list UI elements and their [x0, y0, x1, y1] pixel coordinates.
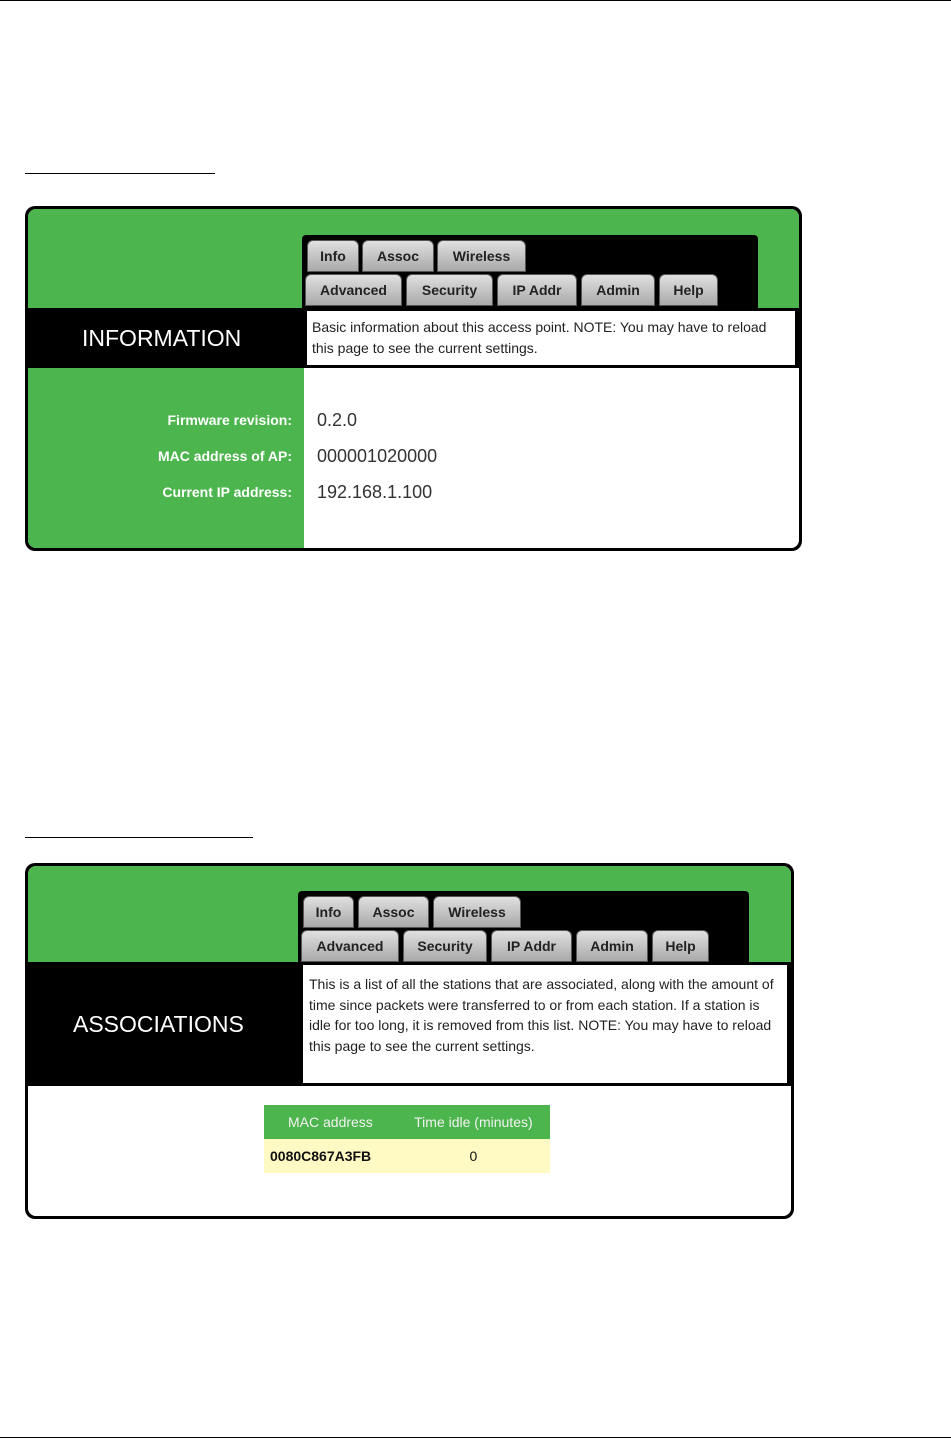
table-row [264, 1139, 550, 1173]
tab-advanced[interactable]: Advanced [301, 930, 399, 962]
firmware-revision-value: 0.2.0 [317, 410, 358, 430]
tab-admin[interactable]: Admin [581, 274, 655, 306]
tab-info[interactable]: Info [303, 896, 354, 928]
page-title: INFORMATION [82, 325, 242, 351]
top-rule [0, 0, 951, 1]
tab-assoc[interactable]: Assoc [358, 896, 429, 928]
tab-security[interactable]: Security [403, 930, 487, 962]
page-description: This is a list of all the stations that are associated, along with the amount of time since packets were transferred to or from each station. If a station is idle for too long, it is removed from this list. NOTE: You may have to reload this page to see the current settings. [309, 976, 774, 1054]
ip-address-value: 192.168.1.100 [317, 482, 433, 502]
information-panel [25, 206, 802, 551]
tab-advanced[interactable]: Advanced [305, 274, 402, 306]
mac-address-label: MAC address of AP: [157, 448, 292, 464]
tab-assoc[interactable]: Assoc [362, 240, 434, 272]
station-idle-cell: 0 [397, 1139, 550, 1173]
tab-ip-addr[interactable]: IP Addr [497, 274, 577, 306]
tab-help[interactable]: Help [652, 930, 709, 962]
mac-address-value: 000001020000 [317, 446, 438, 466]
column-header-time-idle: Time idle (minutes) [397, 1105, 550, 1139]
tab-admin[interactable]: Admin [576, 930, 648, 962]
tab-security[interactable]: Security [406, 274, 493, 306]
tab-info[interactable]: Info [307, 240, 359, 272]
page-title: ASSOCIATIONS [73, 1011, 244, 1037]
column-header-mac: MAC address [264, 1105, 397, 1139]
tab-ip-addr[interactable]: IP Addr [491, 930, 572, 962]
firmware-revision-label: Firmware revision: [167, 412, 292, 428]
ip-address-label: Current IP address: [162, 484, 292, 500]
section-heading-underline [25, 173, 215, 174]
section-heading-underline [25, 837, 253, 838]
station-mac-cell: 0080C867A3FB [264, 1139, 397, 1173]
associations-table [264, 1105, 550, 1173]
bottom-rule [0, 1437, 951, 1438]
tab-wireless[interactable]: Wireless [433, 896, 521, 928]
page-description: Basic information about this access point. NOTE: You may have to reload this page to see the current settings. [312, 319, 767, 356]
tab-help[interactable]: Help [659, 274, 718, 306]
tab-wireless[interactable]: Wireless [437, 240, 526, 272]
associations-panel [25, 863, 794, 1219]
